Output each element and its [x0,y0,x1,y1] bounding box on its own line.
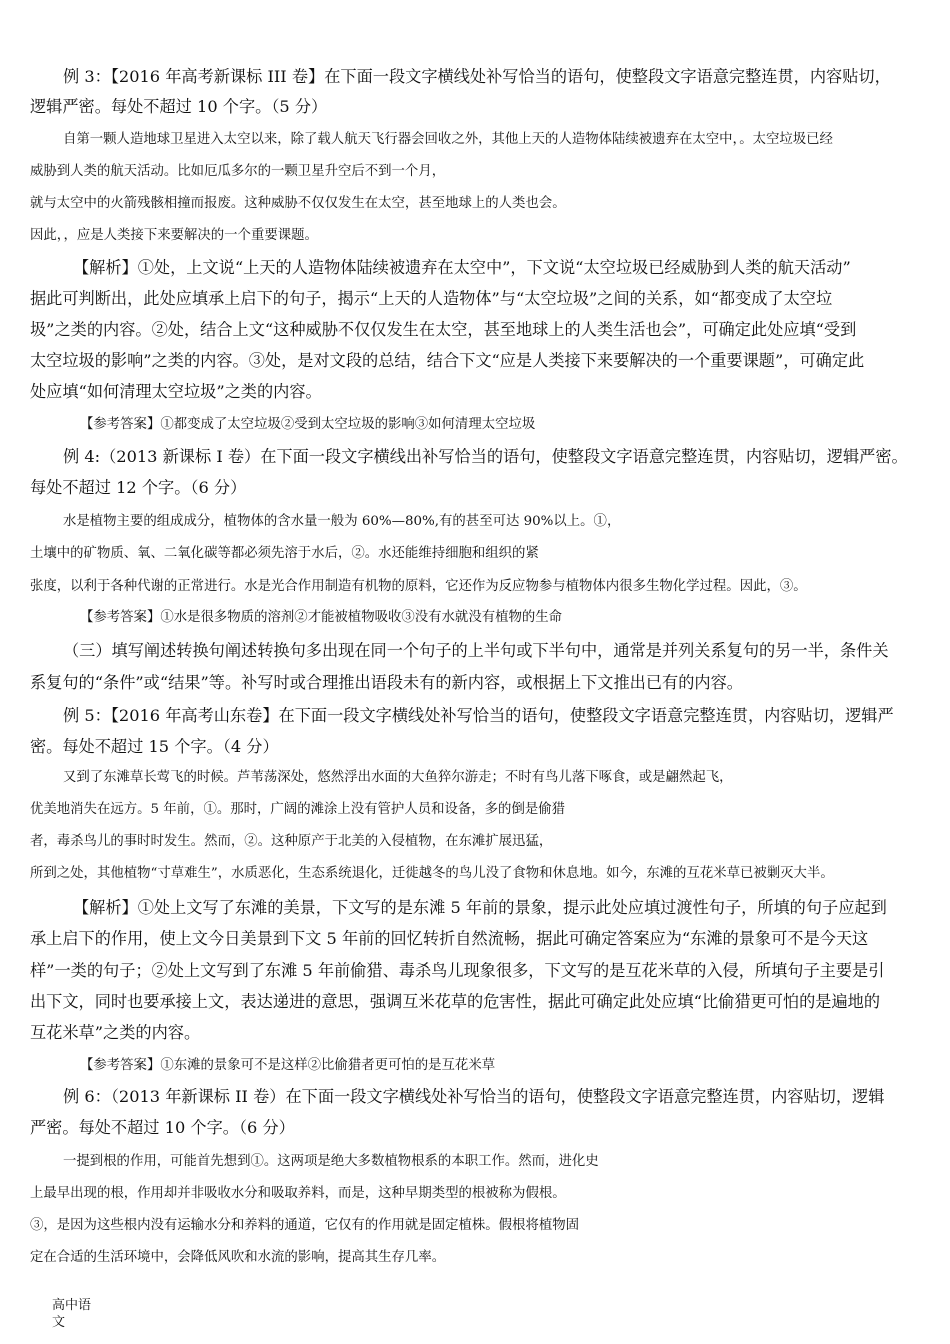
example5-analysis: 【解析】①处上文写了东滩的美景，下文写的是东滩 5 年前的景象，提示此处应填过渡性句子，所填的句子应起到 [73,898,887,917]
example5-analysis: 出下文，同时也要承接上文，表达递进的意思，强调互米花草的危害性，据此可确定此处应填“比偷猎更可怕的是遍地的 [30,992,881,1011]
example4-answer: 【参考答案】①水是很多物质的溶剂②才能被植物吸收③没有水就没有植物的生命 [80,610,563,625]
example3-question-cont: 逻辑严密。每处不超过 10 个字。（5 分） [30,97,328,116]
example3-passage: 威胁到人类的航天活动。比如厄瓜多尔的一颗卫星升空后不到一个月， [30,164,446,179]
section3-intro: 系复句的“条件”或“结果”等。补写时或合理推出语段未有的新内容，或根据上下文推出已有的内容。 [30,673,743,692]
example3-analysis: 处应填“如何清理太空垃圾”之类的内容。 [30,382,322,401]
example5-passage: 所到之处，其他植物“寸草难生”，水质恶化，生态系统退化，迁徙越冬的鸟儿没了食物和休息地。如今，东滩的互花米草已被剿灭大半。 [30,866,834,881]
example4-passage: 张度，以利于各种代谢的正常进行。水是光合作用制造有机物的原料，它还作为反应物参与植物体内很多生物化学过程。因此，③。 [30,579,807,594]
example5-passage: 又到了东滩草长莺飞的时候。芦苇荡深处，悠然浮出水面的大鱼猝尔游走；不时有鸟儿落下啄食，或是翩然起飞， [63,770,733,785]
example5-passage: 优美地消失在远方。5 年前，①。那时，广阔的滩涂上没有管护人员和设备，多的倒是偷猎 [30,802,566,817]
footer-label: 高中语 [52,1298,92,1313]
example6-passage: 上最早出现的根，作用却并非吸收水分和吸取养料，而是，这种早期类型的根被称为假根。 [30,1186,566,1201]
example3-question: 例 3：【2016 年高考新课标 III 卷】在下面一段文字横线处补写恰当的语句，使整段文字语意完整连贯，内容贴切， [63,67,891,86]
example5-analysis: 承上启下的作用，使上文今日美景到下文 5 年前的回忆转折自然流畅，据此可确定答案应为“东滩的景象可不是今天这 [30,929,869,948]
example5-analysis: 样”一类的句子；②处上文写到了东滩 5 年前偷猎、毒杀鸟儿现象很多，下文写的是互花米草的入侵，所填句子主要是引 [30,961,885,980]
footer-label: 文 [52,1315,66,1330]
example6-passage: 一提到根的作用，可能首先想到①。这两项是绝大多数植物根系的本职工作。然而，进化史 [63,1154,599,1169]
example4-question-cont: 每处不超过 12 个字。（6 分） [30,478,247,497]
example3-passage: 就与太空中的火箭残骸相撞而报废。这种威胁不仅仅发生在太空，甚至地球上的人类也会。 [30,196,566,211]
example5-passage: 者，毒杀鸟儿的事时时发生。然而，②。这种原产于北美的入侵植物，在东滩扩展迅猛， [30,834,553,849]
example3-passage: 自第一颗人造地球卫星进入太空以来，除了载人航天飞行器会回收之外，其他上天的人造物体陆续被遗弃在太空中，。太空垃圾已经 [63,132,833,147]
example4-passage: 土壤中的矿物质、氧、二氧化碳等都必须先溶于水后，②。水还能维持细胞和组织的紧 [30,546,539,561]
example5-analysis: 互花米草”之类的内容。 [30,1023,201,1042]
example3-analysis: 圾”之类的内容。②处，结合上文“这种威胁不仅仅发生在太空，甚至地球上的人类生活也会”，可确定此处应填“受到 [30,320,857,339]
example3-answer: 【参考答案】①都变成了太空垃圾②受到太空垃圾的影响③如何清理太空垃圾 [80,417,536,432]
example3-passage: 因此，，应是人类接下来要解决的一个重要课题。 [30,228,318,243]
example6-passage: 定在合适的生活环境中，会降低风吹和水流的影响，提高其生存几率。 [30,1250,446,1265]
example3-analysis: 据此可判断出，此处应填承上启下的句子，揭示“上天的人造物体”与“太空垃圾”之间的关系，如“都变成了太空垃 [30,289,833,308]
page-footer [52,1297,102,1331]
example4-question: 例 4:（2013 新课标 I 卷）在下面一段文字横线出补写恰当的语句，使整段文字语意完整连贯，内容贴切，逻辑严密。 [63,447,908,466]
example6-question-cont: 严密。每处不超过 10 个字。（6 分） [30,1118,295,1137]
example3-analysis: 【解析】①处，上文说“上天的人造物体陆续被遗弃在太空中”，下文说“太空垃圾已经威胁到人类的航天活动” [73,258,851,277]
example5-question: 例 5：【2016 年高考山东卷】在下面一段文字横线处补写恰当的语句，使整段文字语意完整连贯，内容贴切，逻辑严 [63,706,894,725]
example6-passage: ③，是因为这些根内没有运输水分和养料的通道，它仅有的作用就是固定植株。假根将植物固 [30,1218,580,1233]
example5-answer: 【参考答案】①东滩的景象可不是这样②比偷猎者更可怕的是互花米草 [80,1058,496,1073]
example5-question-cont: 密。每处不超过 15 个字。（4 分） [30,737,279,756]
example6-question: 例 6：（2013 年新课标 II 卷）在下面一段文字横线处补写恰当的语句，使整段文字语意完整连贯，内容贴切，逻辑 [63,1087,885,1106]
example3-analysis: 太空垃圾的影响”之类的内容。③处，是对文段的总结，结合下文“应是人类接下来要解决的一个重要课题”，可确定此 [30,351,865,370]
example4-passage: 水是植物主要的组成成分，植物体的含水量一般为 60%—80%,有的甚至可达 90%以上。①， [63,514,621,529]
section3-intro: （三）填写阐述转换句阐述转换句多出现在同一个句子的上半句或下半句中，通常是并列关系复句的另一半，条件关 [63,641,889,660]
